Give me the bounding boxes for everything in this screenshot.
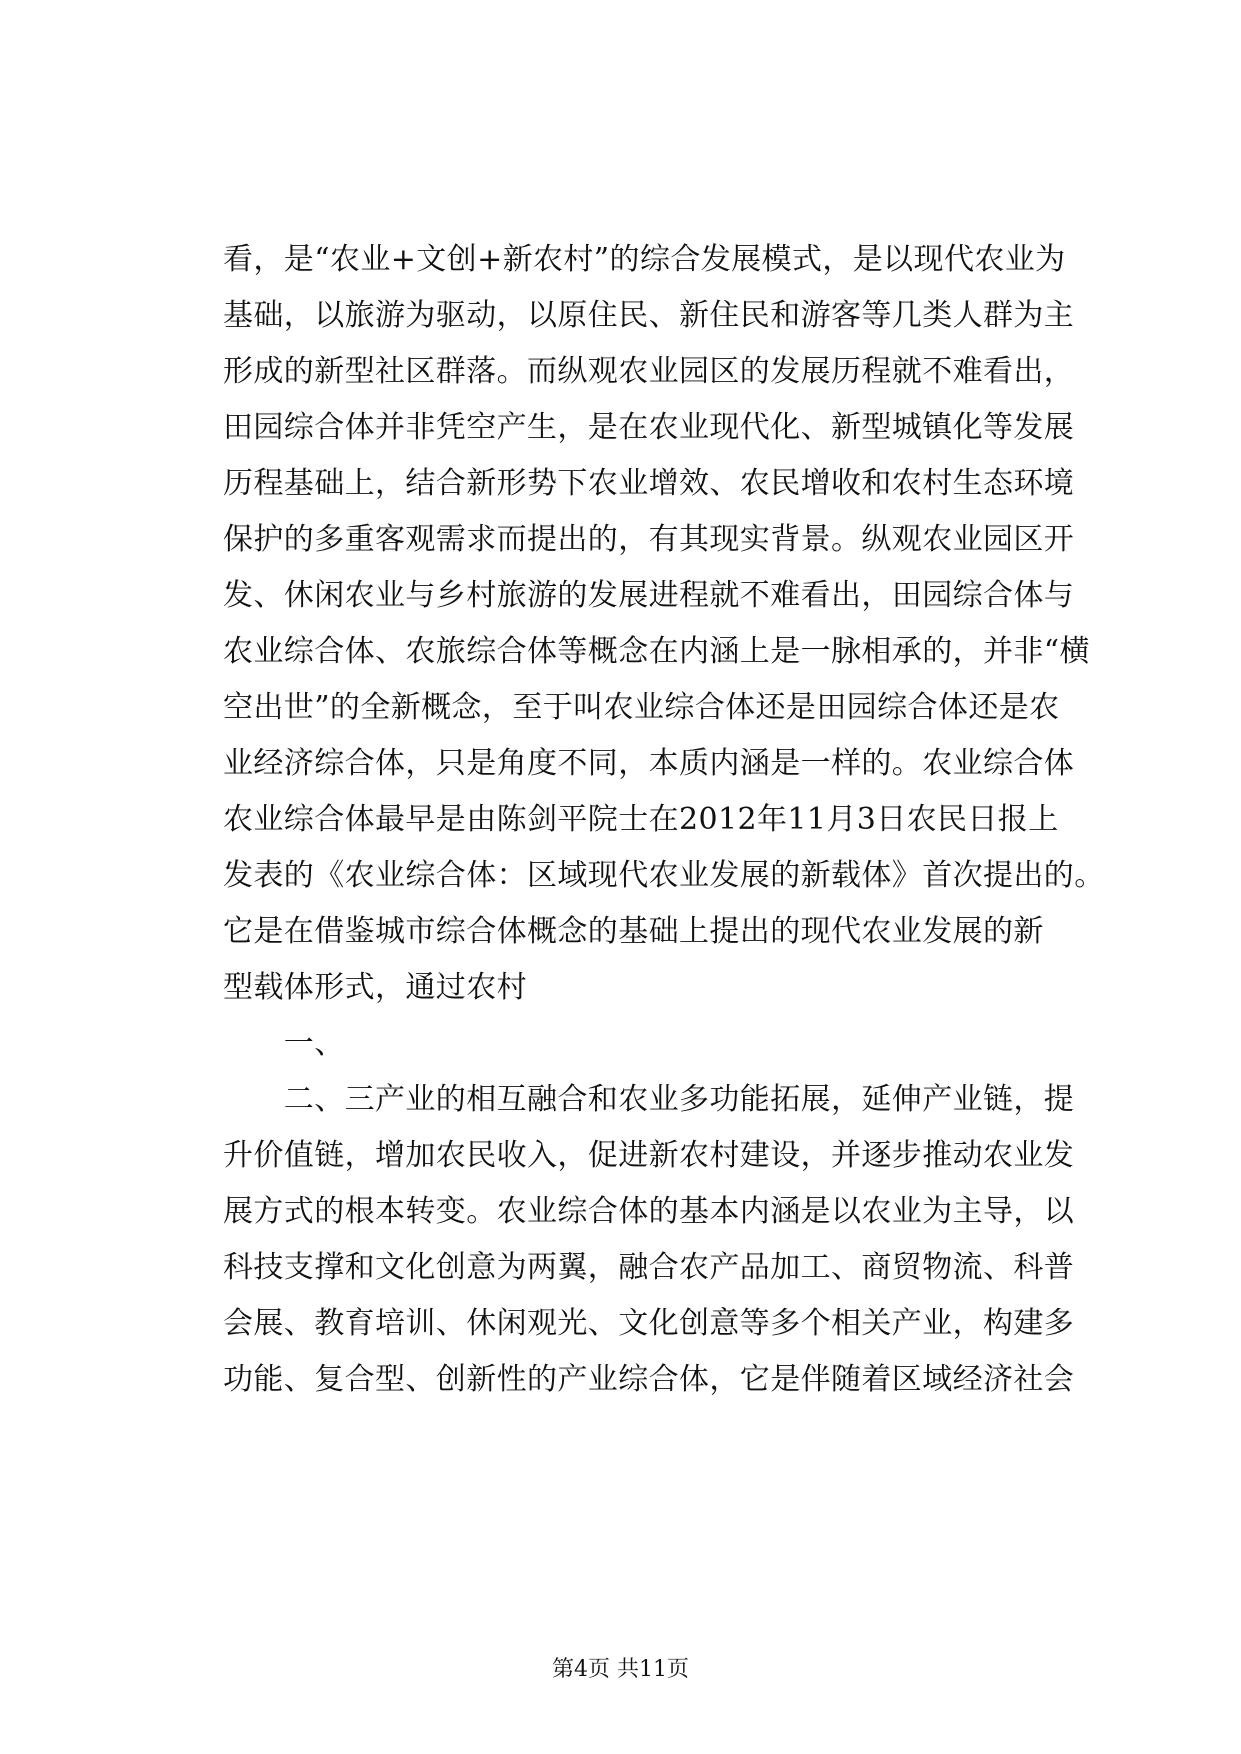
text-line: 一、	[223, 1026, 345, 1061]
text-line: 型载体形式，通过农村	[223, 970, 527, 1005]
text-line: 展方式的根本转变。农业综合体的基本内涵是以农业为主导，以	[223, 1194, 1075, 1229]
text-line: 基础，以旅游为驱动，以原住民、新住民和游客等几类人群为主	[223, 298, 1075, 333]
text-line: 保护的多重客观需求而提出的，有其现实背景。纵观农业园区开	[223, 522, 1075, 557]
text-line: 看，是“农业+文创+新农村”的综合发展模式，是以现代农业为	[223, 242, 1066, 277]
page-number-label: 第4页 共11页	[552, 1657, 689, 1682]
text-line: 发、休闲农业与乡村旅游的发展进程就不难看出，田园综合体与	[223, 578, 1075, 613]
text-line: 会展、教育培训、休闲观光、文化创意等多个相关产业，构建多	[223, 1306, 1075, 1341]
page-footer	[0, 1656, 1241, 1684]
text-line: 农业综合体、农旅综合体等概念在内涵上是一脉相承的，并非“横	[223, 634, 1090, 669]
body-text	[223, 232, 1103, 1408]
text-line: 科技支撑和文化创意为两翼，融合农产品加工、商贸物流、科普	[223, 1250, 1075, 1285]
text-line: 发表的《农业综合体：区域现代农业发展的新载体》首次提出的。	[223, 858, 1105, 893]
text-line: 功能、复合型、创新性的产业综合体，它是伴随着区域经济社会	[223, 1362, 1075, 1397]
text-line: 田园综合体并非凭空产生，是在农业现代化、新型城镇化等发展	[223, 410, 1075, 445]
text-line: 升价值链，增加农民收入，促进新农村建设，并逐步推动农业发	[223, 1138, 1075, 1173]
text-line: 形成的新型社区群落。而纵观农业园区的发展历程就不难看出，	[223, 354, 1075, 389]
text-line: 历程基础上，结合新形势下农业增效、农民增收和农村生态环境	[223, 466, 1075, 501]
text-line: 业经济综合体，只是角度不同，本质内涵是一样的。农业综合体	[223, 746, 1075, 781]
text-line: 农业综合体最早是由陈剑平院士在2012年11月3日农民日报上	[223, 802, 1059, 837]
text-line: 它是在借鉴城市综合体概念的基础上提出的现代农业发展的新	[223, 914, 1044, 949]
text-line: 二、三产业的相互融合和农业多功能拓展，延伸产业链，提	[223, 1082, 1075, 1117]
text-line: 空出世”的全新概念，至于叫农业综合体还是田园综合体还是农	[223, 690, 1060, 725]
